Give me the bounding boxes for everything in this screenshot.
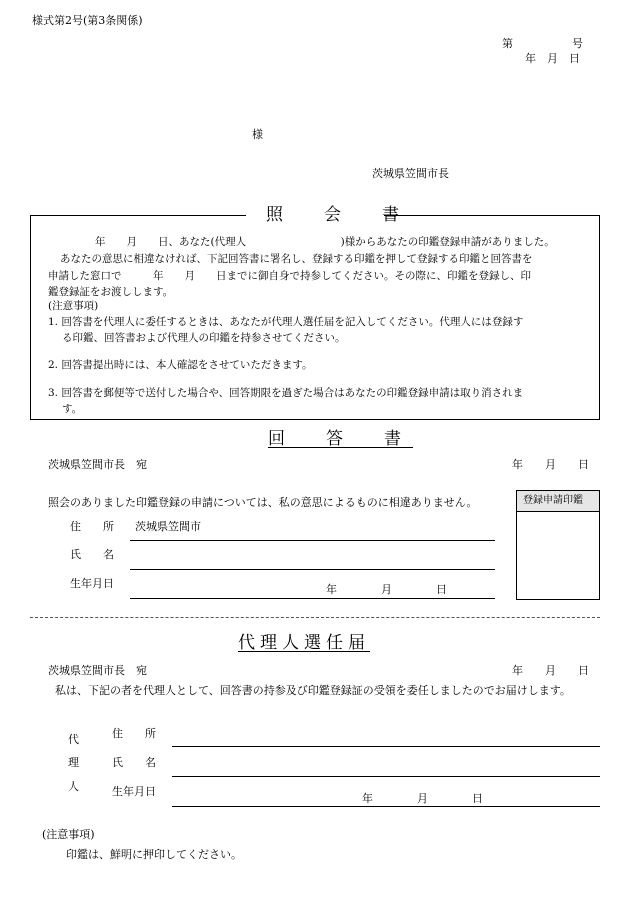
inquiry-line-1: 年 月 日、あなた(代理人 )様からあなたの印鑑登録申請がありました。 <box>95 236 555 248</box>
seal-box-label: 登録申請印鑑 <box>523 495 583 506</box>
issuer: 茨城県笠間市長 <box>372 167 449 180</box>
inquiry-line-4: 鑑登録証をお渡しします。 <box>48 286 174 298</box>
inquiry-line-2: あなたの意思に相違なければ、下記回答書に署名し、登録する印鑑を押して登録する印鑑と回答書を <box>60 253 533 265</box>
number-suffix: 号 <box>572 37 583 50</box>
agent-side-label-1: 代 <box>68 733 79 746</box>
agent-address-field[interactable] <box>172 746 600 747</box>
agent-address-label: 住 所 <box>112 727 156 740</box>
agent-birth-label: 生年月日 <box>112 785 156 798</box>
number-prefix: 第 <box>502 37 513 50</box>
agent-date: 年 月 日 <box>512 664 589 677</box>
header-date: 年 月 日 <box>525 52 580 65</box>
footer-notes-heading: (注意事項) <box>42 828 95 841</box>
inquiry-notes-heading: (注意事項) <box>48 300 99 312</box>
agent-birth-field[interactable] <box>172 806 600 807</box>
reply-date: 年 月 日 <box>512 458 589 471</box>
inquiry-note-2: 2. 回答書提出時には、本人確認をさせていただきます。 <box>48 359 313 371</box>
reply-birth-label: 生年月日 <box>70 577 114 590</box>
inquiry-line-3: 申請した窓口で 年 月 日までに御自身で持参してください。その際に、印鑑を登録し、印 <box>48 270 531 282</box>
inquiry-note-3b: す。 <box>62 403 83 415</box>
reply-birth-field[interactable] <box>130 598 495 599</box>
agent-birth-date: 年 月 日 <box>362 792 483 805</box>
agent-side-label-2: 理 <box>68 756 79 769</box>
agent-addressee: 茨城県笠間市長 宛 <box>48 664 147 677</box>
cut-line <box>30 617 600 618</box>
addressee-honorific: 様 <box>252 128 263 141</box>
reply-address-value[interactable]: 茨城県笠間市 <box>135 520 201 533</box>
agent-side-label-3: 人 <box>68 780 79 793</box>
agent-title: 代理人選任届 <box>238 633 370 653</box>
reply-name-label: 氏 名 <box>70 548 114 561</box>
reply-birth-date: 年 月 日 <box>326 583 447 596</box>
agent-name-label: 氏 名 <box>112 756 156 769</box>
inquiry-title: 照 会 書 <box>266 205 411 225</box>
reply-name-field[interactable] <box>130 569 495 570</box>
reply-statement: 照会のありました印鑑登録の申請については、私の意思によるものに相違ありません。 <box>48 496 478 509</box>
reply-address-label: 住 所 <box>70 520 114 533</box>
form-label: 様式第2号(第3条関係) <box>32 14 143 27</box>
reply-title: 回 答 書 <box>268 429 413 449</box>
agent-statement: 私は、下記の者を代理人として、回答書の持参及び印鑑登録証の受領を委任しましたのでお届けします。 <box>55 684 571 697</box>
footer-note: 印鑑は、鮮明に押印してください。 <box>66 848 242 861</box>
reply-address-line <box>130 540 495 541</box>
inquiry-note-1a: 1. 回答書を代理人に委任するときは、あなたが代理人選任届を記入してください。代理人には登録す <box>48 316 524 328</box>
agent-name-field[interactable] <box>172 776 600 777</box>
inquiry-note-3a: 3. 回答書を郵便等で送付した場合や、回答期限を過ぎた場合はあなたの印鑑登録申請は取り消されま <box>48 387 524 399</box>
inquiry-note-1b: る印鑑、回答書および代理人の印鑑を持参させてください。 <box>62 332 346 344</box>
reply-addressee: 茨城県笠間市長 宛 <box>48 458 147 471</box>
